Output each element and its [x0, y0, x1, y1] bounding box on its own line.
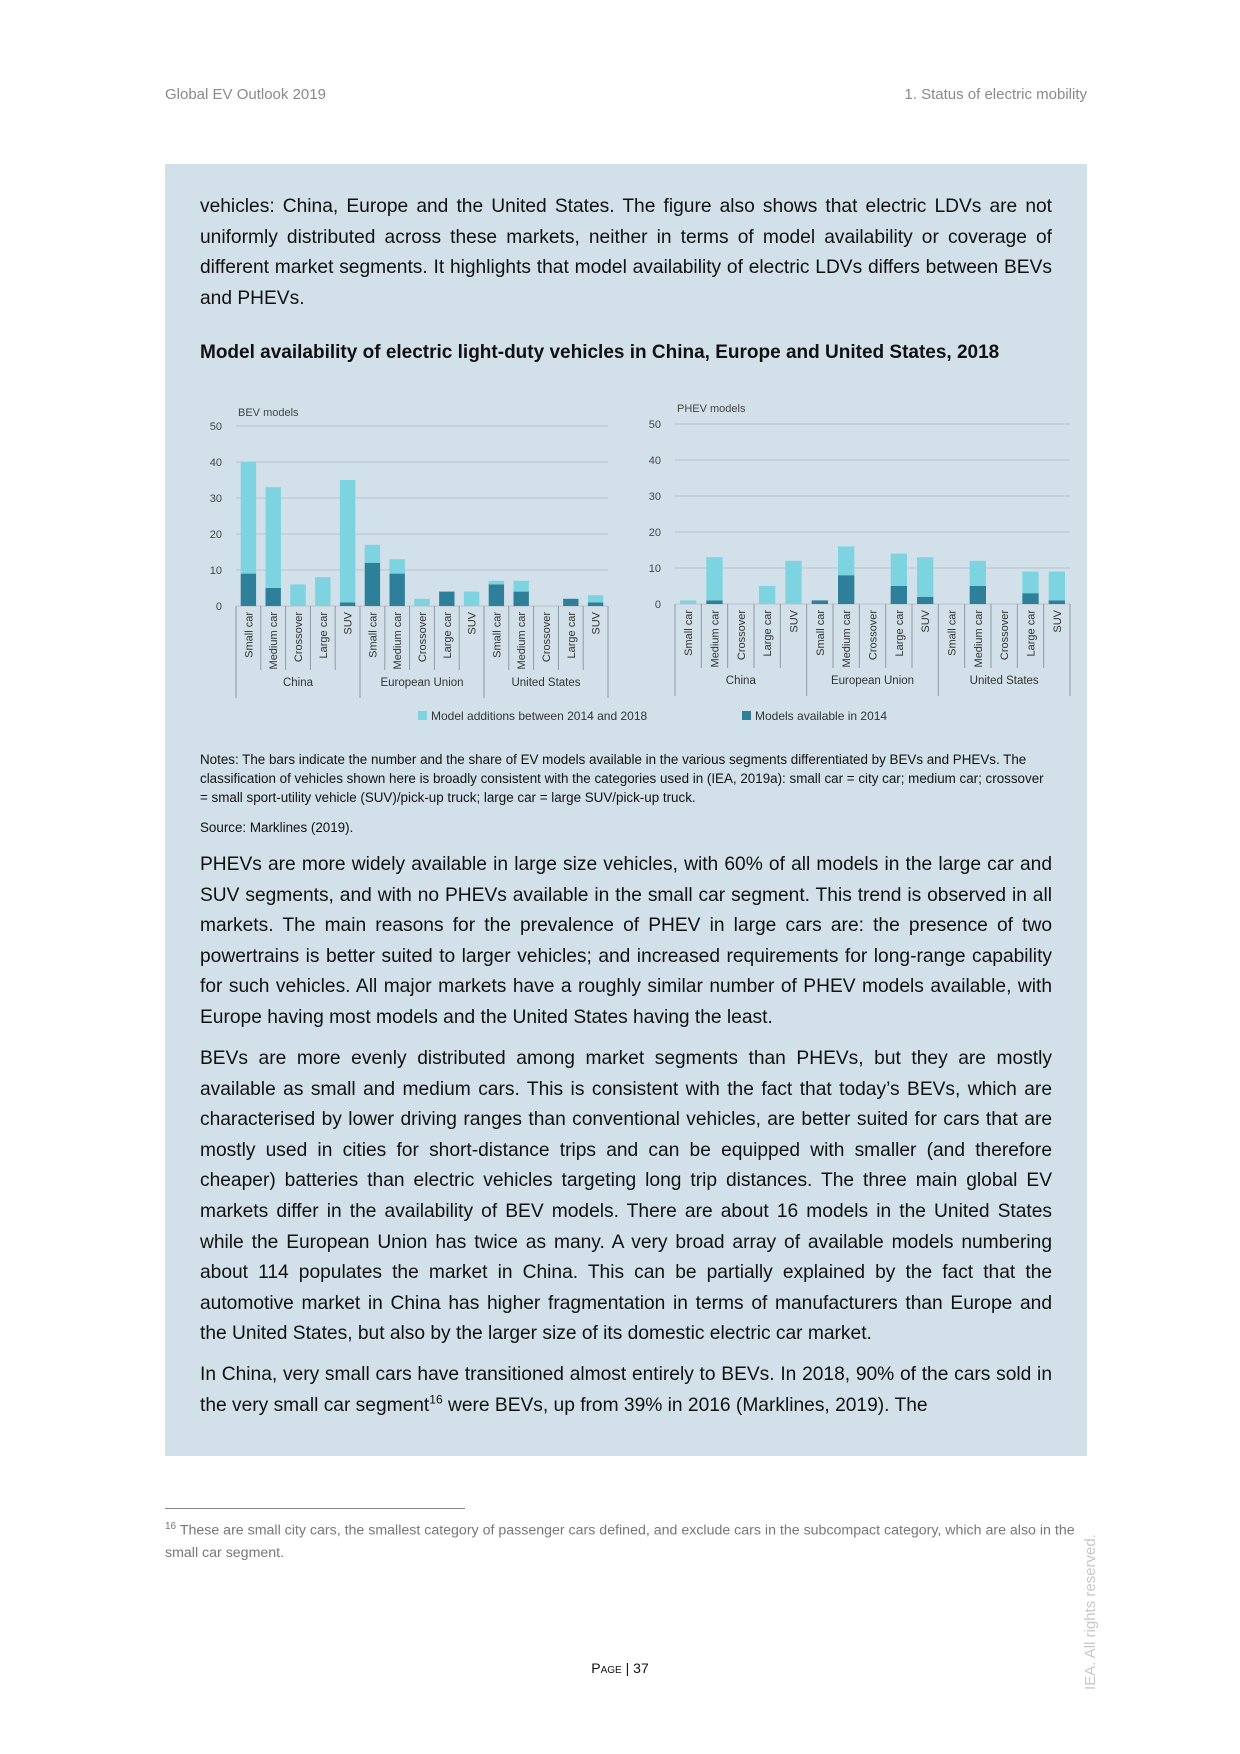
phev-bar-additions: [706, 557, 722, 600]
bev-bar-additions: [588, 595, 603, 602]
bev-category-label: Medium car: [268, 612, 281, 670]
bev-bar-additions: [365, 545, 380, 563]
bev-group-label: European Union: [380, 677, 464, 689]
bev-bar-additions: [340, 480, 355, 602]
phev-category-label: Small car: [946, 610, 959, 656]
phev-bar-additions: [917, 557, 933, 597]
phev-y-tick-label: 50: [648, 419, 661, 431]
intro-paragraph: vehicles: China, Europe and the United States. The figure also shows that electric LDVs are not uniformly distributed across these markets, neither in terms of model availability or coverage of different market segments. It highlights that model availability of electric LDVs differs between BEVs and PHEVs.: [200, 196, 1052, 309]
phev-y-tick-label: 40: [648, 455, 661, 467]
bev-y-tick-label: 40: [209, 457, 222, 469]
phev-bar-additions: [891, 554, 907, 586]
legend-swatch-additions: [418, 711, 427, 720]
phev-category-label: SUV: [920, 610, 933, 633]
bev-bar-available-2014: [514, 592, 529, 606]
phev-group-label: European Union: [830, 675, 915, 687]
bev-category-label: Crossover: [417, 612, 429, 663]
bev-category-label: SUV: [590, 612, 603, 635]
china-paragraph-part1: In China, very small cars have transitioned almost entirely to BEVs. In 2018, 90% of the cars sold in the very small car segment: [200, 1364, 1052, 1416]
bev-bar-additions: [315, 577, 330, 606]
bev-bar-additions: [290, 584, 305, 606]
phev-chart: [640, 398, 1080, 730]
legend-label-available: Models available in 2014: [755, 709, 888, 723]
phev-category-label: Large car: [1025, 610, 1038, 657]
bev-y-tick-label: 10: [209, 565, 222, 577]
phev-category-label: Small car: [814, 610, 827, 656]
bev-category-label: Crossover: [293, 612, 305, 663]
phev-bar-additions: [785, 561, 801, 604]
phev-category-label: Crossover: [735, 610, 748, 661]
bev-bar-additions: [514, 581, 529, 592]
phev-chart-title: PHEV models: [677, 403, 746, 415]
bev-bar-available-2014: [266, 588, 281, 606]
bev-category-label: Crossover: [541, 612, 553, 663]
phev-bar-additions: [970, 561, 986, 586]
bev-bar-additions: [266, 487, 281, 588]
bev-chart-title: BEV models: [238, 407, 299, 419]
bev-y-tick-label: 30: [209, 493, 222, 505]
phev-category-label: Medium car: [972, 610, 985, 668]
phev-y-tick-label: 0: [654, 599, 661, 611]
phev-group-label: China: [725, 675, 756, 687]
chart-legend: [410, 705, 930, 727]
phev-category-label: Small car: [683, 610, 696, 656]
footnote-text: These are small city cars, the smallest category of passenger cars defined, and exclude cars in the subcompact category, which are also in the small car segment.: [165, 1522, 1075, 1561]
china-paragraph-part2: were BEVs, up from 39% in 2016 (Marklines, 2019). The: [442, 1394, 928, 1416]
phev-category-label: Crossover: [867, 610, 880, 661]
phev-y-tick-label: 30: [648, 491, 661, 503]
footnote-ref[interactable]: 16: [429, 1392, 443, 1407]
bev-bar-available-2014: [588, 602, 603, 606]
phev-paragraph: PHEVs are more widely available in large size vehicles, with 60% of all models in the large car and SUV segments, and with no PHEVs available in the small car segment. This trend is observed in all markets. The main reasons for the prevalence of PHEV in large cars are: the presence of two powertrains is better suited to larger vehicles; and increased requirements for long-range capability for such vehicles. All major markets have a roughly similar number of PHEV models available, with Europe having most models and the United States having the least.: [200, 854, 1052, 1028]
page-number: [0, 1660, 1240, 1676]
phev-bar-available-2014: [706, 600, 722, 604]
bev-y-tick-label: 50: [209, 421, 222, 433]
bev-category-label: Large car: [565, 612, 578, 659]
bev-y-tick-label: 0: [215, 601, 222, 613]
phev-bar-additions: [838, 546, 854, 575]
bev-category-label: Large car: [441, 612, 454, 659]
legend-label-additions: Model additions between 2014 and 2018: [431, 709, 648, 723]
phev-bar-additions: [759, 586, 775, 604]
bev-category-label: Small car: [367, 612, 380, 658]
footnote-divider: [165, 1508, 465, 1509]
bev-bar-available-2014: [390, 574, 405, 606]
bev-bar-additions: [414, 599, 429, 606]
phev-category-label: Large car: [762, 610, 775, 657]
phev-category-label: Medium car: [841, 610, 854, 668]
phev-category-label: Medium car: [709, 610, 722, 668]
phev-bar-available-2014: [1049, 600, 1065, 604]
bev-group-label: United States: [511, 677, 581, 689]
phev-bar-available-2014: [970, 586, 986, 604]
bev-bar-additions: [241, 462, 256, 574]
bev-paragraph: BEVs are more evenly distributed among market segments than PHEVs, but they are mostly available as small and medium cars. This is consistent with the fact that today’s BEVs, which are characterised by lower driving ranges than conventional vehicles, are better suited for cars that are mostly used in cities for short-distance trips and can be equipped with smaller (and therefore cheaper) batteries than electric vehicles targeting long trip distances. The three main global EV markets differ in the availability of BEV models. There are about 16 models in the United States while the European Union has twice as many. A very broad array of available models numbering about 114 populates the market in China. This can be partially explained by the fact that the automotive market in China has higher fragmentation in terms of manufacturers than Europe and the United States, but also by the larger size of its domestic electric car market.: [200, 1048, 1052, 1345]
bev-category-label: Small car: [243, 612, 256, 658]
bev-category-label: Large car: [317, 612, 330, 659]
bev-bar-additions: [489, 581, 504, 585]
phev-bar-available-2014: [838, 575, 854, 604]
bev-bar-available-2014: [340, 602, 355, 606]
bev-category-label: SUV: [466, 612, 479, 635]
phev-bar-additions: [1022, 572, 1038, 594]
rights-watermark: IEA. All rights reserved.: [1082, 1534, 1099, 1690]
running-header-chapter: 1. Status of electric mobility: [904, 86, 1087, 103]
phev-group-label: United States: [969, 675, 1039, 687]
legend-swatch-available: [742, 711, 751, 720]
footnote: [165, 1516, 1075, 1564]
page-separator: |: [621, 1660, 634, 1676]
china-paragraph: [200, 1360, 1052, 1421]
bev-chart: [200, 400, 620, 730]
bev-bar-additions: [464, 592, 479, 606]
running-header-title: Global EV Outlook 2019: [165, 86, 326, 103]
phev-y-tick-label: 10: [648, 563, 661, 575]
bev-bar-available-2014: [489, 584, 504, 606]
phev-bar-available-2014: [812, 600, 828, 604]
bev-bar-available-2014: [365, 563, 380, 606]
bev-bar-available-2014: [241, 574, 256, 606]
phev-category-label: SUV: [788, 610, 801, 633]
bev-bar-available-2014: [563, 599, 578, 606]
figure-notes: Notes: The bars indicate the number and the share of EV models available in the various segments differentiated by BEVs and PHEVs. The classification of vehicles shown here is broadly consistent with the categories used in (IEA, 2019a): small car = city car; medium car; crossover = small sport-utility vehicle (SUV)/pick-up truck; large car = large SUV/pick-up truck.: [200, 752, 1044, 805]
bev-category-label: Medium car: [516, 612, 529, 670]
phev-bar-available-2014: [891, 586, 907, 604]
bev-bar-available-2014: [439, 592, 454, 606]
phev-bar-available-2014: [1022, 593, 1038, 604]
phev-bar-available-2014: [917, 597, 933, 604]
bev-group-label: China: [282, 677, 314, 689]
phev-bar-additions: [1049, 572, 1065, 601]
bev-category-label: Small car: [491, 612, 504, 658]
bev-y-tick-label: 20: [209, 529, 222, 541]
bev-bar-additions: [390, 559, 405, 573]
phev-category-label: Crossover: [999, 610, 1012, 661]
phev-y-tick-label: 20: [648, 527, 661, 539]
page-label: Page: [591, 1660, 622, 1676]
phev-bar-additions: [680, 600, 696, 604]
footnote-marker: 16: [165, 1521, 177, 1532]
phev-category-label: Large car: [893, 610, 906, 657]
bev-category-label: SUV: [342, 612, 355, 635]
bev-category-label: Medium car: [392, 612, 405, 670]
page-number-value: 37: [633, 1660, 649, 1676]
figure-source: Source: Marklines (2019).: [200, 820, 354, 835]
figure-title: Model availability of electric light-duty vehicles in China, Europe and United States, 2018: [200, 342, 1000, 363]
phev-category-label: SUV: [1051, 610, 1064, 633]
